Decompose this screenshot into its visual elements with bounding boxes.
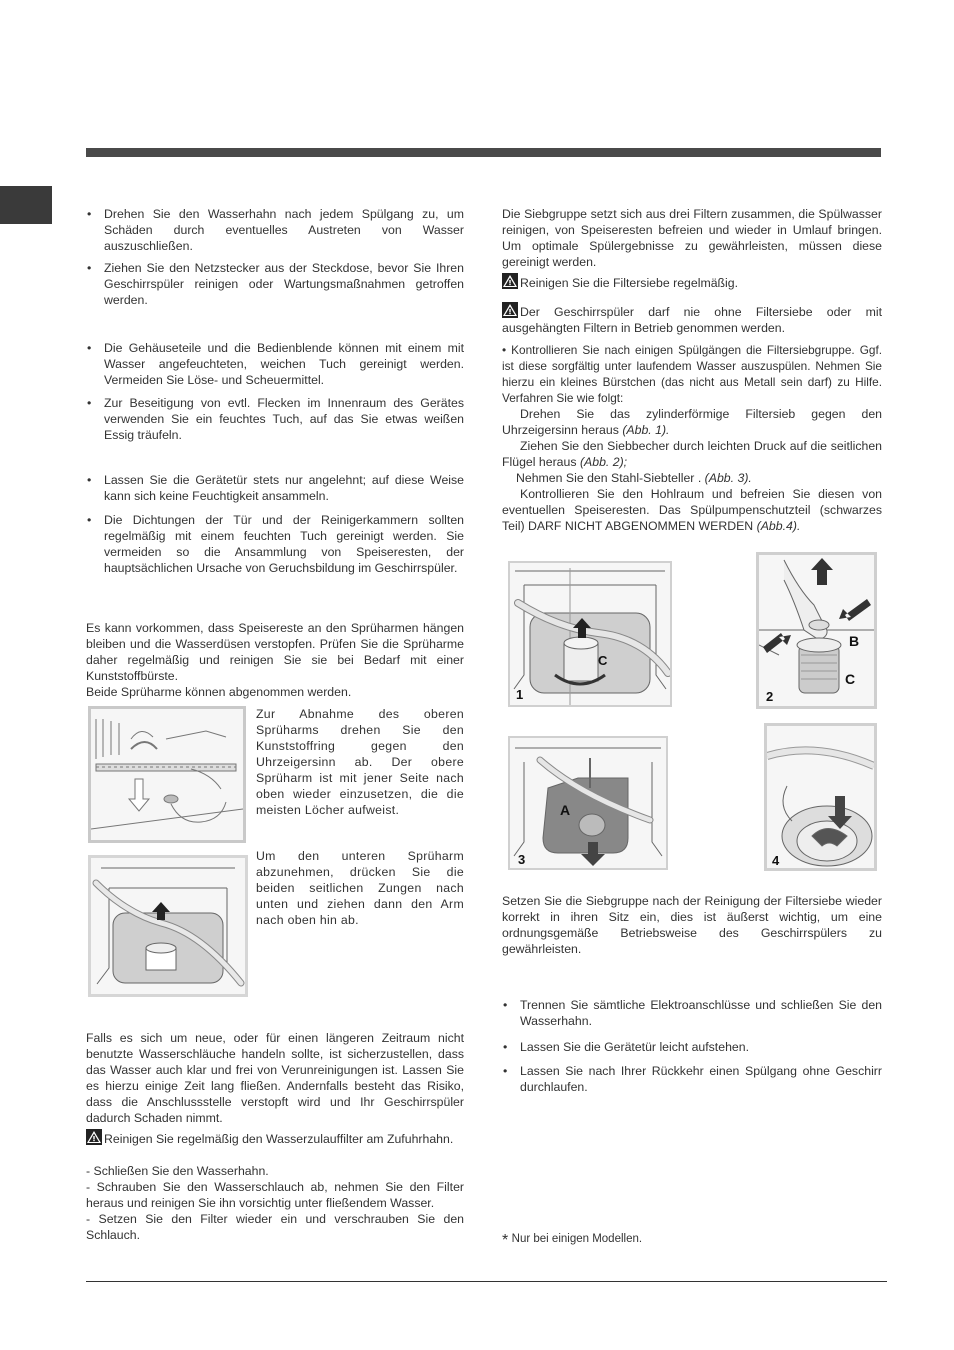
figure-reference: (Abb. 2); [579, 455, 628, 469]
figure-reference: (Abb.4). [756, 519, 801, 533]
footnote-text: Nur bei einigen Modellen. [511, 1233, 643, 1245]
steel-filter-plate-illustration [510, 738, 666, 868]
list-item-text: Lassen Sie die Gerätetür leicht aufstehen. [520, 1040, 749, 1054]
list-item-text: Ziehen Sie den Netzstecker aus der Steckdose, bevor Sie Ihren Geschirrspüler reinigen oder Wartungsmaßnahmen getroffen werden. [104, 261, 464, 307]
filter-warning-1-text: Reinigen Sie die Filtersiebe regelmäßig. [520, 276, 739, 290]
list-item: • Zur Beseitigung von evtl. Flecken im Innenraum des Gerätes verwenden Sie ein feuchtes Tuch, auf das Sie etwas weißen Essig träufeln. [87, 396, 464, 442]
list-item-text: Drehen Sie den Wasserhahn nach jedem Spülgang zu, um Schäden durch eventuelles Austreten von Wasser auszuschließen. [104, 207, 464, 253]
footer-rule [86, 1281, 887, 1282]
list-item-text: Zur Beseitigung von evtl. Flecken im Innenraum des Gerätes verwenden Sie ein feuchtes Tuch, auf das Sie etwas weißen Essig träufeln. [104, 396, 464, 442]
figure-number: 3 [518, 852, 526, 867]
lower-spray-arm-text: Um den unteren Sprüharm abzunehmen, drücken Sie die beiden seitlichen Zungen nach unten und ziehen dann den Arm nach oben hin ab. [256, 849, 464, 927]
filter-step-1-text: Drehen Sie das zylinderförmige Filtersieb gegen den Uhrzeigersinn heraus [502, 407, 882, 437]
figure-reference: (Abb. 1). [622, 423, 670, 437]
filter-cup-illustration [759, 555, 874, 706]
filter-step-3-text: Nehmen Sie den Stahl-Siebteller . [516, 471, 702, 485]
language-tab [0, 186, 52, 224]
list-item: • Die Dichtungen der Tür und der Reinigerkammern sollten regelmäßig mit einem feuchten Tuch gereinigt werden. Sie vermeiden so die Ansammlung von Speiseresten, der hauptsächlichen Ursache von Geruchsbildung im Geschirrspüler. [87, 513, 464, 575]
list-item-text: Lassen Sie die Gerätetür stets nur angelehnt; auf diese Weise kann sich keine Feuchtigkeit ansammeln. [104, 473, 464, 503]
figure-2 [756, 552, 877, 709]
spray-arm-intro [86, 620, 464, 700]
filter-step-1 [502, 406, 882, 438]
filter-cylinder-illustration [510, 563, 670, 705]
hose-step: - Schrauben Sie den Wasserschlauch ab, nehmen Sie den Filter heraus und reinigen Sie ihn vorsichtig unter fließendem Wasser. [86, 1180, 464, 1210]
footnote [502, 1230, 882, 1249]
figure-label: B [849, 633, 860, 649]
filter-step-4-text: Kontrollieren Sie den Hohlraum und befreien Sie diesen von eventuellen Speiseresten. Das Spülpumpenschutzteil (schwarzes Teil) DARF NICHT ABGENOMMEN WERDEN [502, 487, 882, 533]
list-item: • Die Gehäuseteile und die Bedienblende können mit einem mit Wasser angefeuchteten, weichen Tuch gereinigt werden. Vermeiden Sie Löse- und Scheuermittel. [87, 341, 464, 387]
figure-label: C [845, 671, 856, 687]
upper-spray-arm-illustration [91, 709, 243, 840]
footnote-star: * [502, 1232, 509, 1249]
figure-label: A [560, 802, 571, 818]
filter-check-text: • Kontrollieren Sie nach einigen Spülgängen die Filtersiebgruppe. Ggf. ist diese sorgfältig unter laufendem Wasser auszuspülen. Nehmen Sie hierzu ein kleines Bürstchen (das nicht aus Metall sein darf) zu Hilfe. Verfahren Sie wie folgt: [502, 343, 882, 405]
filter-intro-text: Die Siebgruppe setzt sich aus drei Filtern zusammen, die Spülwasser reinigen, von Speiseresten befreien und wieder in Umlauf bringen. Um optimale Spülergebnisse zu gewährleisten, müssen diese gereinigt werden. [502, 207, 882, 269]
filter-step-3 [502, 470, 882, 486]
filter-step-2 [502, 438, 882, 470]
spray-arm-intro-text: Es kann vorkommen, dass Speisereste an den Sprüharmen hängen bleiben und die Wasserdüsen verstopfen. Prüfen Sie die Sprüharme daher regelmäßig und reinigen Sie sie bei Bedarf mit einer Kunststoffbürste. [86, 621, 464, 683]
hose-filter-warning-text: Reinigen Sie regelmäßig den Wasserzulauffilter am Zufuhrhahn. [104, 1132, 454, 1146]
filter-warning-2 [502, 302, 882, 336]
hose-steps [86, 1163, 464, 1243]
figure-number: 2 [766, 689, 774, 704]
list-item-text: Die Gehäuseteile und die Bedienblende können mit einem mit Wasser angefeuchteten, weichen Tuch gereinigt werden. Vermeiden Sie Löse- und Scheuermittel. [104, 341, 464, 387]
lower-spray-arm-illustration [91, 858, 245, 994]
warning-icon [502, 302, 516, 316]
warning-icon [86, 1129, 100, 1143]
figure-number: 4 [772, 853, 780, 868]
pump-cavity-illustration [767, 726, 874, 868]
figure-reference: (Abb. 3). [704, 471, 752, 485]
hose-filter-warning [86, 1129, 464, 1147]
hose-step: - Schließen Sie den Wasserhahn. [86, 1164, 269, 1178]
filter-step-4 [502, 486, 882, 534]
figure-label: C [598, 653, 608, 668]
list-item: • Trennen Sie sämtliche Elektroanschlüsse und schließen Sie den Wasserhahn. [503, 998, 882, 1028]
figure-4 [764, 723, 877, 871]
figure-1 [508, 561, 672, 707]
hose-text: Falls es sich um neue, oder für einen längeren Zeitraum nicht benutzte Wasserschläuche handeln sollte, ist sicherzustellen, dass das Wasser auch klar und frei von Verunreinigungen ist. Lassen Sie es hierzu einige Zeit lang fließen. Andernfalls besteht das Risiko, dass die Anschlussstelle verstopft wird und Ihr Geschirrspüler dadurch Schaden nimmt. [86, 1031, 464, 1125]
reassembly-text: Setzen Sie die Siebgruppe nach der Reinigung der Filtersiebe wieder korrekt in ihren Sitz ein, dies ist äußerst wichtig, um eine ordnungsgemäße Betriebsweise des Geschirrspülers zu gewährleisten. [502, 894, 882, 956]
list-item: • Lassen Sie die Gerätetür stets nur angelehnt; auf diese Weise kann sich keine Feuchtigkeit ansammeln. [87, 473, 464, 503]
list-item: • Ziehen Sie den Netzstecker aus der Steckdose, bevor Sie Ihren Geschirrspüler reinigen oder Wartungsmaßnahmen getroffen werden. [87, 261, 464, 307]
figure-3 [508, 736, 668, 870]
filter-warning-1 [502, 273, 882, 291]
list-item: • Lassen Sie nach Ihrer Rückkehr einen Spülgang ohne Geschirr durchlaufen. [503, 1064, 882, 1094]
lower-spray-arm-figure [88, 855, 248, 997]
warning-icon [502, 273, 516, 287]
spray-arm-removable-note: Beide Sprüharme können abgenommen werden. [86, 685, 352, 699]
upper-spray-arm-text: Zur Abnahme des oberen Sprüharms drehen Sie den Kunststoffring gegen den Uhrzeigersinn ab. Der obere Sprüharm ist mit jener Seite nach oben wieder einzusetzen, die die meisten Löcher aufweist. [256, 707, 464, 817]
figure-number: 1 [516, 687, 524, 702]
hose-step: - Setzen Sie den Filter wieder ein und verschrauben Sie den Schlauch. [86, 1212, 464, 1242]
list-item: • Drehen Sie den Wasserhahn nach jedem Spülgang zu, um Schäden durch eventuelles Austreten von Wasser auszuschließen. [87, 207, 464, 253]
header-bar [86, 148, 881, 157]
list-item-text: Trennen Sie sämtliche Elektroanschlüsse und schließen Sie den Wasserhahn. [520, 998, 882, 1028]
list-item-text: Lassen Sie nach Ihrer Rückkehr einen Spülgang ohne Geschirr durchlaufen. [520, 1064, 882, 1094]
filter-step-2-text: Ziehen Sie den Siebbecher durch leichten Druck auf die seitlichen Flügel heraus [502, 439, 882, 469]
filter-warning-2-text: Der Geschirrspüler darf nie ohne Filtersiebe oder mit ausgehängten Filtern in Betrieb genommen werden. [502, 305, 882, 335]
list-item-text: Die Dichtungen der Tür und der Reinigerkammern sollten regelmäßig mit einem feuchten Tuch gereinigt werden. Sie vermeiden so die Ansammlung von Speiseresten, der hauptsächlichen Ursache von Geruchsbildung im Geschirrspüler. [104, 513, 464, 575]
list-item: • Lassen Sie die Gerätetür leicht aufstehen. [503, 1040, 749, 1054]
upper-spray-arm-figure [88, 706, 246, 843]
